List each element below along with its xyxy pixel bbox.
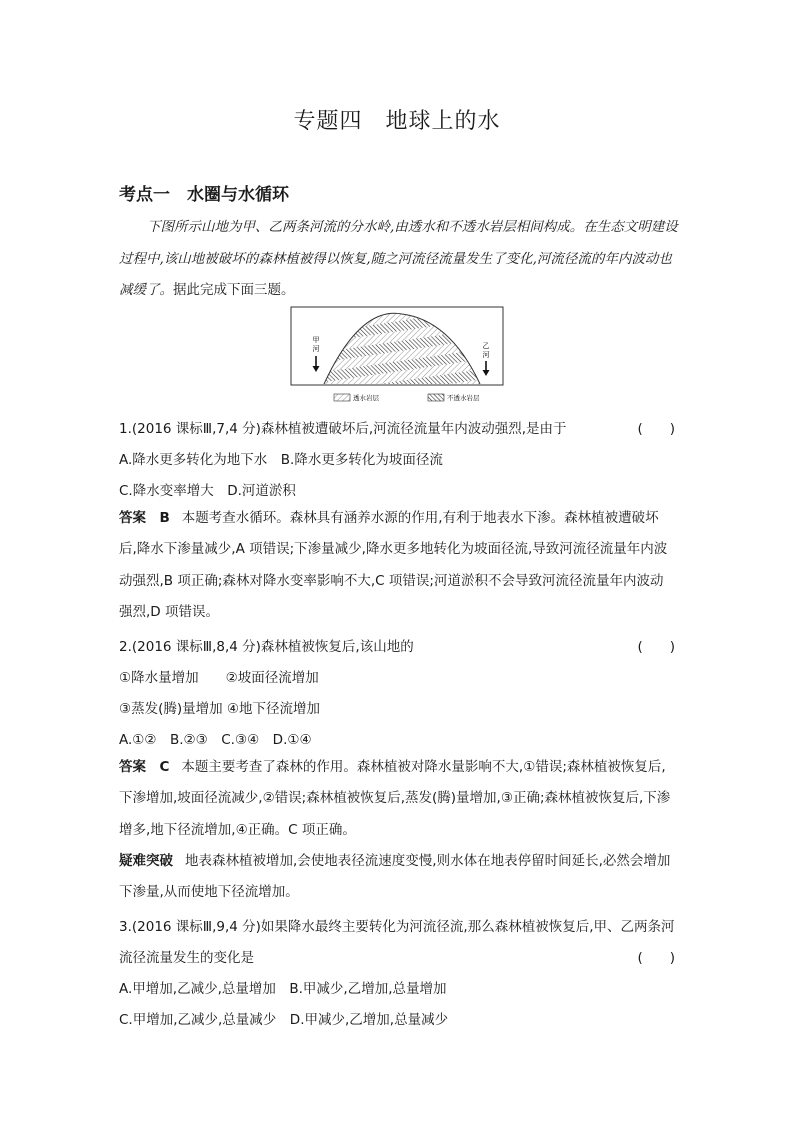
page-title: 专题四 地球上的水: [293, 109, 501, 134]
question-2-statements-2: ③蒸发(腾)量增加 ④地下径流增加: [119, 701, 321, 717]
question-3-stem-line-2: [119, 946, 675, 966]
tip-text: 地表森林植被增加,会使地表径流速度变慢,则水体在地表停留时间延长,必然会增加下渗量,从而使地下径流增加。: [119, 853, 671, 901]
intro-paragraph: [119, 212, 679, 307]
question-1-options-cd: C.降水变率增大 D.河道淤积: [119, 483, 296, 499]
answer-text: 本题考查水循环。森林具有涵养水源的作用,有利于地表水下渗。森林植被遭破坏后,降水下渗量减少,A 项错误;下渗量减少,降水更多地转化为坡面径流,导致河流径流量年内波动强烈,B 项正确;森林对降水变率影响不大,C 项错误;河道淤积不会导致河流径流量年内波动强烈,D 项错误。: [119, 510, 668, 620]
river-right-label-1: 乙: [482, 342, 490, 350]
river-right-label-2: 河: [482, 351, 490, 359]
legend-impermeable-swatch: [428, 394, 444, 401]
question-2-stem: [119, 635, 675, 655]
intro-plain-text: 据此完成下面三题。: [173, 282, 295, 298]
question-1-answer: [119, 503, 675, 628]
answer-tag: 答案 B: [119, 510, 170, 526]
question-3-options-ab: A.甲增加,乙减少,总量增加 B.甲减少,乙增加,总量增加: [119, 981, 447, 997]
question-3-stem-line-1: 3.(2016 课标Ⅲ,9,4 分)如果降水最终主要转化为河流径流,那么森林植被恢复后,甲、乙两条河: [119, 919, 675, 935]
answer-tag: 答案 C: [119, 759, 170, 775]
question-2-statements-1: ①降水量增加 ②坡面径流增加: [119, 670, 319, 686]
answer-text: 本题主要考查了森林的作用。森林植被对降水量影响不大,①错误;森林植被恢复后,下渗增加,坡面径流减少,②错误;森林植被恢复后,蒸发(腾)量增加,③正确;森林植被恢复后,下渗增多,地下径流增加,④正确。C 项正确。: [119, 759, 671, 838]
river-left-label-1: 甲: [312, 336, 320, 344]
question-1-text: 1.(2016 课标Ⅲ,7,4 分)森林植被遭破坏后,河流径流量年内波动强烈,是由于: [119, 421, 567, 437]
river-left-label-2: 河: [312, 345, 320, 353]
question-2-answer: [119, 752, 675, 846]
question-1-stem: [119, 417, 675, 437]
legend-impermeable-label: 不透水岩层: [447, 394, 480, 402]
question-3-text: 流径流量发生的变化是: [119, 950, 254, 966]
answer-bracket: ( ): [637, 639, 675, 655]
watershed-cross-section-figure: [290, 306, 504, 408]
question-1-options-ab: A.降水更多转化为地下水 B.降水更多转化为坡面径流: [119, 452, 443, 468]
tip-tag: 疑难突破: [119, 853, 173, 869]
question-3-options-cd: C.甲增加,乙减少,总量减少 D.甲减少,乙增加,总量减少: [119, 1012, 449, 1028]
question-2-tip: [119, 846, 675, 909]
answer-bracket: ( ): [637, 421, 675, 437]
answer-bracket: ( ): [637, 950, 675, 966]
question-2-options: A.①② B.②③ C.③④ D.①④: [119, 732, 312, 748]
intro-italic-text: 下图所示山地为甲、乙两条河流的分水岭,由透水和不透水岩层相间构成。在生态文明建设过程中,该山地被破坏的森林植被得以恢复,随之河流径流量发生了变化,河流径流的年内波动也减缓了。: [119, 219, 678, 298]
section-title: 考点一 水圈与水循环: [119, 185, 289, 205]
legend-permeable-label: 透水岩层: [353, 394, 379, 402]
legend-permeable-swatch: [334, 394, 350, 401]
question-2-text: 2.(2016 课标Ⅲ,8,4 分)森林植被恢复后,该山地的: [119, 639, 414, 655]
